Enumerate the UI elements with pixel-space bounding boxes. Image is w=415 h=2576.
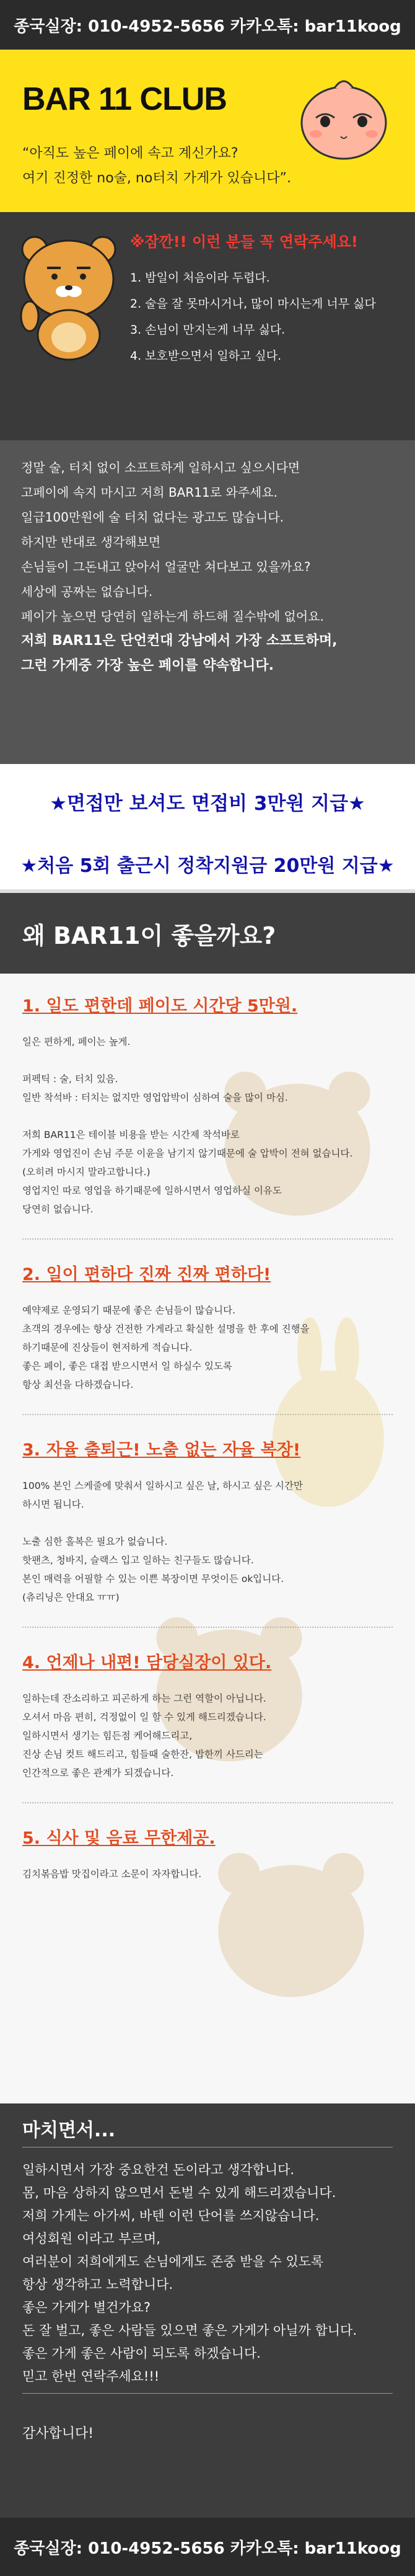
apeach-character-icon bbox=[297, 74, 390, 161]
list-item: 3. 손님이 만지는게 너무 싫다. bbox=[130, 323, 286, 337]
why-title: 왜 BAR11이 좋을까요? bbox=[22, 922, 276, 949]
contact-bar-bottom bbox=[0, 2518, 415, 2576]
contact-text: 종국실장: 010-4952-5656 카카오톡: bar11koog bbox=[14, 2539, 401, 2558]
benefit-line: 일하는데 잔소리하고 피곤하게 하는 그런 역할이 아닙니다. bbox=[22, 1693, 266, 1704]
benefit-title: 4. 언제나 내편! 담당실장이 있다. bbox=[22, 1653, 272, 1672]
benefit-line: (오히려 마시지 말라고합니다.) bbox=[22, 1166, 151, 1178]
ryan-character-icon bbox=[16, 231, 121, 361]
closing-line: 항상 생각하고 노력합니다. bbox=[22, 2277, 173, 2292]
brand-title: BAR 11 CLUB bbox=[22, 81, 227, 117]
list-item: 4. 보호받으면서 일하고 싶다. bbox=[130, 349, 282, 363]
contact-bar-top bbox=[0, 0, 415, 50]
thanks-text: 감사합니다! bbox=[22, 2426, 94, 2441]
pitch-bold-line: 저희 BAR11은 단언컨대 강남에서 가장 소프트하며, bbox=[21, 633, 338, 649]
benefit-line: 가게와 영업진이 손님 주문 이윤을 남기지 않기때문에 술 압박이 전혀 없습니다. bbox=[22, 1148, 353, 1159]
benefit-line: 당연히 없습니다. bbox=[22, 1204, 94, 1215]
benefit-title: 5. 식사 및 음료 무한제공. bbox=[22, 1829, 216, 1848]
warning-list bbox=[130, 265, 415, 369]
banner-text: ★면접만 보셔도 면접비 3만원 지급★ bbox=[50, 792, 365, 815]
benefit-item bbox=[22, 1824, 393, 1883]
pitch-line: 세상에 공짜는 없습니다. bbox=[21, 584, 153, 599]
benefit-line: 진상 손님 컷트 해드리고, 힘들때 술한잔, 밥한끼 사드리는 bbox=[22, 1749, 263, 1760]
benefit-line: 핫팬츠, 청바지, 슬랙스 입고 일하는 친구들도 많습니다. bbox=[22, 1555, 254, 1566]
benefit-item bbox=[22, 1261, 393, 1394]
closing-line: 몸, 마음 상하지 않으면서 돈벌 수 있게 해드리겠습니다. bbox=[22, 2185, 336, 2200]
benefit-line: 일반 착석바 : 터치는 없지만 영업압박이 심하여 술을 많이 마심. bbox=[22, 1092, 288, 1103]
closing-line: 믿고 한번 연락주세요!!! bbox=[22, 2369, 160, 2384]
pitch-line: 정말 술, 터치 없이 소프트하게 일하시고 싶으시다면 bbox=[21, 460, 300, 475]
benefit-line bbox=[22, 1514, 393, 1532]
benefit-line: 항상 최선을 다하겠습니다. bbox=[22, 1379, 134, 1390]
closing-line: 여성회원 이라고 부르며, bbox=[22, 2231, 160, 2246]
benefit-line: 영업지인 따로 영업을 하기때문에 일하시면서 영업하실 이유도 bbox=[22, 1185, 282, 1196]
pitch-line: 손님들이 그돈내고 앉아서 얼굴만 쳐다보고 있을까요? bbox=[21, 559, 311, 574]
warning-box bbox=[0, 212, 415, 440]
hero-section bbox=[0, 50, 415, 212]
banner-text: ★처음 5회 출근시 정착지원금 20만원 지급★ bbox=[20, 855, 395, 877]
benefit-line: 저희 BAR11은 테이블 비용을 받는 시간제 착석바로 bbox=[22, 1129, 240, 1140]
contact-text: 종국실장: 010-4952-5656 카카오톡: bar11koog bbox=[14, 17, 401, 36]
benefit-item bbox=[22, 1649, 393, 1782]
interview-bonus-banner bbox=[0, 764, 415, 838]
benefit-line: 퍼펙틱 : 술, 터치 있음. bbox=[22, 1073, 118, 1085]
benefit-line: 100% 본인 스케줄에 맞춰서 일하시고 싶은 날, 하시고 싶은 시간만 bbox=[22, 1480, 303, 1491]
benefit-item bbox=[22, 992, 393, 1219]
benefit-line: 오셔서 마음 편히, 걱정없이 일 할 수 있게 해드리겠습니다. bbox=[22, 1712, 266, 1723]
intro-line: 여기 진정한 no술, no터치 가게가 있습니다”. bbox=[22, 171, 291, 186]
benefit-line: 하기때문에 진상들이 현저하게 적습니다. bbox=[22, 1342, 193, 1353]
section-divider bbox=[22, 1238, 393, 1240]
benefit-line: 일하시면서 생기는 힘든점 케어해드리고, bbox=[22, 1730, 193, 1741]
benefit-title: 1. 일도 편한데 페이도 시간당 5만원. bbox=[22, 997, 298, 1016]
closing-line: 여러분이 저희에게도 손님에게도 존중 받을 수 있도록 bbox=[22, 2254, 324, 2269]
benefit-line: 김치볶음밥 맛집이라고 소문이 자자합니다. bbox=[22, 1868, 202, 1880]
closing-line: 저희 가게는 아가씨, 바텐 이런 단어를 쓰지않습니다. bbox=[22, 2208, 320, 2223]
closing-line: 좋은 가게가 별건가요? bbox=[22, 2300, 151, 2315]
closing-line: 돈 잘 벌고, 좋은 사람들 있으면 좋은 가게가 아닐까 합니다. bbox=[22, 2323, 357, 2338]
warning-headline: ※잠깐!! 이런 분들 꼭 연락주세요! bbox=[130, 233, 358, 251]
benefit-title: 3. 자율 출퇴근! 노출 없는 자율 복장! bbox=[22, 1441, 301, 1460]
pitch-line: 일급100만원에 술 터치 없다는 광고도 많습니다. bbox=[21, 510, 284, 525]
closing-line: 좋은 가게 좋은 사람이 되도록 하겠습니다. bbox=[22, 2346, 261, 2361]
benefit-line: 본인 매력을 어필할 수 있는 이쁜 복장이면 무엇이든 ok입니다. bbox=[22, 1573, 284, 1584]
closing-line: 일하시면서 가장 중요한건 돈이라고 생각합니다. bbox=[22, 2162, 295, 2177]
benefit-line: 일은 편하게, 페이는 높게. bbox=[22, 1036, 131, 1047]
benefit-item bbox=[22, 1436, 393, 1607]
benefit-line bbox=[22, 1051, 393, 1070]
pitch-line: 하지만 반대로 생각해보면 bbox=[21, 535, 161, 549]
benefit-line: (츄리닝은 안대요 ㅠㅠ) bbox=[22, 1592, 120, 1603]
benefit-line: 예약제로 운영되기 때문에 좋은 손님들이 많습니다. bbox=[22, 1305, 235, 1316]
pitch-line: 고페이에 속지 마시고 저희 BAR11로 와주세요. bbox=[21, 485, 278, 500]
benefit-line: 인간적으로 좋은 관계가 되겠습니다. bbox=[22, 1767, 174, 1779]
benefit-line: 노출 심한 홀복은 필요가 없습니다. bbox=[22, 1536, 168, 1547]
pitch-section bbox=[0, 440, 415, 764]
benefit-line: 하시면 됩니다. bbox=[22, 1499, 84, 1510]
intro-line: “아직도 높은 페이에 속고 계신가요? bbox=[22, 146, 238, 161]
closing-section bbox=[0, 2103, 415, 2518]
benefit-title: 2. 일이 편하다 진짜 진짜 편하다! bbox=[22, 1265, 271, 1284]
closing-title: 마치면서... bbox=[22, 2120, 116, 2141]
benefit-line bbox=[22, 1107, 393, 1126]
benefits-section bbox=[0, 974, 415, 2103]
list-item: 1. 밤일이 처음이라 두렵다. bbox=[130, 271, 270, 285]
benefit-line: 초객의 경우에는 항상 건전한 가게라고 확실한 설명을 한 후에 진행을 bbox=[22, 1323, 310, 1335]
list-item: 2. 술을 잘 못마시거나, 많이 마시는게 너무 싫다 bbox=[130, 297, 376, 311]
pitch-bold-line: 그런 가게중 가장 높은 페이를 약속합니다. bbox=[21, 658, 274, 673]
benefit-line: 좋은 페이, 좋은 대접 받으시면서 일 하실수 있도록 bbox=[22, 1361, 232, 1372]
settlement-bonus-banner bbox=[0, 838, 415, 893]
pitch-line: 페이가 높으면 당연히 일하는게 하드해 질수밖에 없어요. bbox=[21, 609, 324, 624]
why-section-header bbox=[0, 893, 415, 974]
closing-divider bbox=[22, 2393, 393, 2394]
section-divider bbox=[22, 1802, 393, 1803]
